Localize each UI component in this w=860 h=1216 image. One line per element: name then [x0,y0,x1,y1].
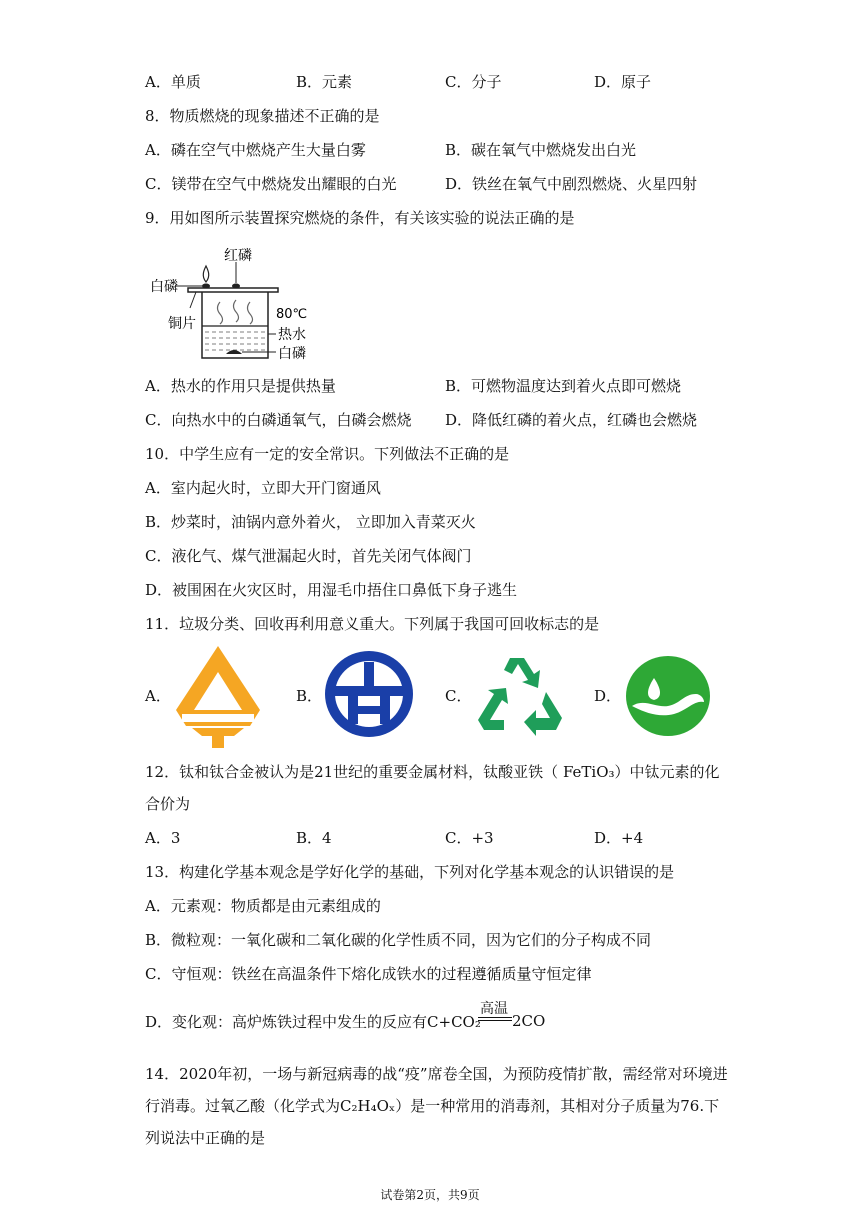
combustion-apparatus-figure [150,246,320,364]
q11-option-b: B． [296,687,323,705]
blue-symbol-icon [322,648,416,740]
q14-line3: 列说法中正确的是 [145,1129,266,1147]
q9-option-a: A．热水的作用只是提供热量 [145,377,336,395]
recycle-icon [472,652,568,736]
q13-option-c: C．守恒观：铁丝在高温条件下熔化成铁水的过程遵循质量守恒定律 [145,965,592,983]
q12-option-a: A．3 [145,829,181,847]
q12-option-b: B．4 [296,829,332,847]
orange-symbol-icon [172,644,264,750]
q11-option-c: C． [445,687,472,705]
flame-icon [203,266,208,282]
q9-option-d: D．降低红磷的着火点，红磷也会燃烧 [445,411,698,429]
q13-option-d: D．变化观：高炉炼铁过程中发生的反应有C+CO₂ [145,1013,481,1031]
copper-plate [188,288,278,292]
q13-stem: 13．构建化学基本观念是学好化学的基础，下列对化学基本观念的认识错误的是 [145,863,675,881]
label-copper-plate: 铜片 [168,316,196,332]
q14-line1: 14．2020年初，一场与新冠病毒的战“疫”席卷全国，为预防疫情扩散，需经常对环境进 [145,1065,728,1083]
white-phosphorus-bottom [226,350,242,354]
q13-option-a: A．元素观：物质都是由元素组成的 [145,897,381,915]
page-footer: 试卷第2页，共9页 [380,1188,480,1202]
label-red-phosphorus: 红磷 [224,248,252,264]
q7-option-c: C．分子 [445,73,502,91]
reaction-product: 2CO [512,1012,546,1030]
q12-option-c: C．+3 [445,829,494,847]
q10-option-a: A．室内起火时，立即大开门窗通风 [145,479,381,497]
q11-option-d: D． [594,687,622,705]
label-white-phosphorus-top: 白磷 [150,279,178,295]
q10-option-d: D．被围困在火灾区时，用湿毛巾捂住口鼻低下身子逃生 [145,581,518,599]
q10-option-c: C．液化气、煤气泄漏起火时，首先关闭气体阀门 [145,547,472,565]
q7-option-d: D．原子 [594,73,652,91]
q8-option-c: C．镁带在空气中燃烧发出耀眼的白光 [145,175,397,193]
q9-option-c: C．向热水中的白磷通氧气，白磷会燃烧 [145,411,412,429]
reaction-equation [478,998,598,1034]
label-temperature: 80℃ [276,307,308,322]
q7-option-a: A．单质 [145,73,201,91]
q12-stem-line2: 合价为 [145,795,191,813]
q12-option-d: D．+4 [594,829,644,847]
q13-option-b: B．微粒观：一氧化碳和二氧化碳的化学性质不同，因为它们的分子构成不同 [145,931,652,949]
q8-stem: 8．物质燃烧的现象描述不正确的是 [145,107,380,125]
q11-stem: 11．垃圾分类、回收再利用意义重大。下列属于我国可回收标志的是 [145,615,600,633]
q10-option-b: B．炒菜时，油锅内意外着火， 立即加入青菜灭火 [145,513,476,531]
q14-line2: 行消毒。过氧乙酸（化学式为C₂H₄Oₓ）是一种常用的消毒剂，其相对分子质量为76.下 [145,1097,720,1115]
q9-option-b: B．可燃物温度达到着火点即可燃烧 [445,377,682,395]
q8-option-b: B．碳在氧气中燃烧发出白光 [445,141,637,159]
q12-stem-line1: 12．钛和钛合金被认为是21世纪的重要金属材料，钛酸亚铁（ FeTiO₃）中钛元素的化 [145,763,720,781]
q8-option-d: D．铁丝在氧气中剧烈燃烧、火星四射 [445,175,698,193]
reaction-condition: 高温 [480,1001,508,1017]
green-water-symbol-icon [624,654,712,738]
q8-option-a: A．磷在空气中燃烧产生大量白雾 [145,141,366,159]
q9-stem: 9．用如图所示装置探究燃烧的条件，有关该实验的说法正确的是 [145,209,575,227]
red-phosphorus [232,284,240,289]
white-phosphorus-top [202,284,210,289]
label-white-phosphorus-bottom: 白磷 [278,346,306,362]
label-hot-water: 热水 [278,327,306,343]
q11-option-a: A． [145,687,171,705]
q10-stem: 10．中学生应有一定的安全常识。下列做法不正确的是 [145,445,510,463]
q7-option-b: B．元素 [296,73,353,91]
